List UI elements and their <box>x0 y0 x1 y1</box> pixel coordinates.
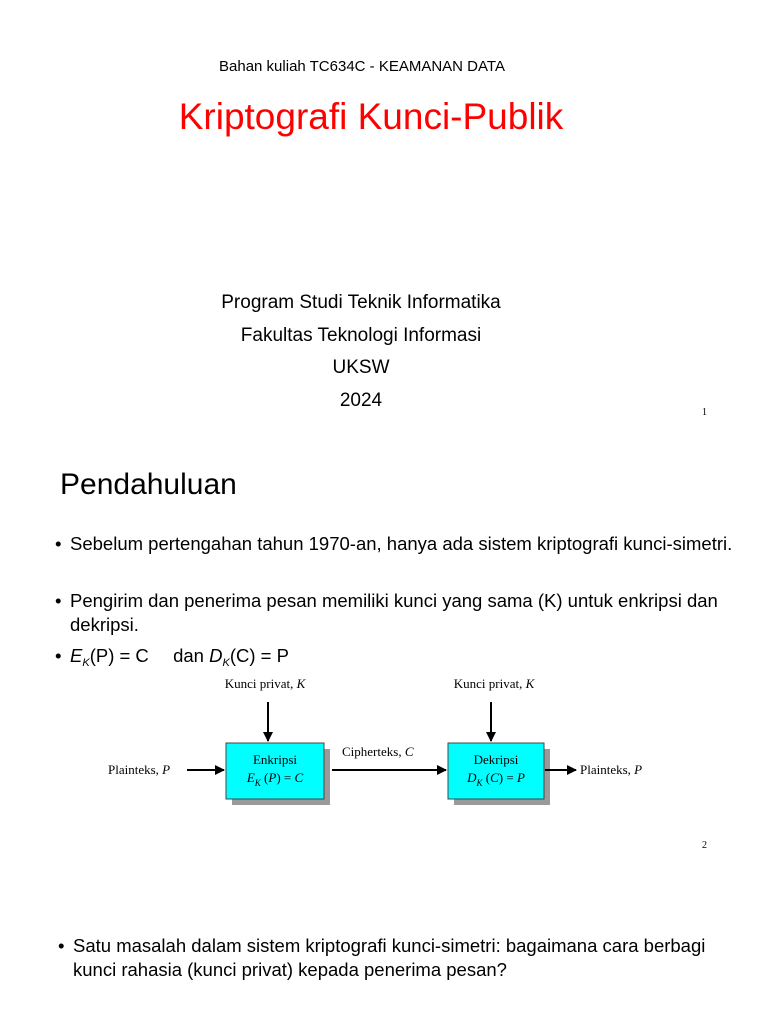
bullet-item <box>58 934 728 982</box>
ciphertext-label: Cipherteks, C <box>342 744 414 759</box>
university-name: UKSW <box>332 357 390 378</box>
section-heading: Pendahuluan <box>60 468 237 501</box>
bullet-text: Satu masalah dalam sistem kriptografi kunci-simetri: bagaimana cara berbagi kunci rahasia (kunci privat) kepada penerima pesan? <box>73 935 706 980</box>
plaintext-in-label: Plainteks, P <box>108 762 171 777</box>
course-subtitle: Bahan kuliah TC634C - KEAMANAN DATA <box>219 58 505 75</box>
dec-argument: (C) = P <box>229 645 289 666</box>
key-subscript: K <box>82 657 90 669</box>
faculty-name: Fakultas Teknologi Informasi <box>240 325 482 346</box>
program-name: Program Studi Teknik Informatika <box>221 292 501 313</box>
dec-box-formula: $D_K$ (C) = P <box>467 770 525 788</box>
enc-box-formula: $E_K$ (P) = C <box>246 770 304 788</box>
bullet-dot: • <box>55 645 62 666</box>
encryption-diagram <box>0 668 768 818</box>
bullet-dot: • <box>55 533 62 554</box>
dec-function: D <box>209 645 223 666</box>
enc-argument: (P) = C <box>89 645 149 666</box>
bullet-item <box>55 589 735 637</box>
key-label-right: Kunci privat, K <box>453 676 535 691</box>
page-number: 1 <box>702 407 707 418</box>
conjunction: dan <box>173 645 204 666</box>
bullet-dot: • <box>55 590 62 611</box>
key-label-left: Kunci privat, K <box>224 676 306 691</box>
dec-box-title: Dekripsi <box>473 752 519 767</box>
enc-function: E <box>70 645 83 666</box>
page-number: 2 <box>702 840 707 851</box>
year: 2024 <box>339 390 383 411</box>
slide-title: Kriptografi Kunci-Publik <box>178 96 564 137</box>
bullet-item <box>55 532 735 556</box>
bullet-text: Sebelum pertengahan tahun 1970-an, hanya ada sistem kriptografi kunci-simetri. <box>70 533 733 554</box>
bullet-text: Pengirim dan penerima pesan memiliki kunci yang sama (K) untuk enkripsi dan dekripsi. <box>70 590 718 635</box>
plaintext-out-label: Plainteks, P <box>580 762 643 777</box>
enc-box-title: Enkripsi <box>252 752 298 767</box>
key-subscript: K <box>222 657 230 669</box>
bullet-dot: • <box>58 935 65 956</box>
